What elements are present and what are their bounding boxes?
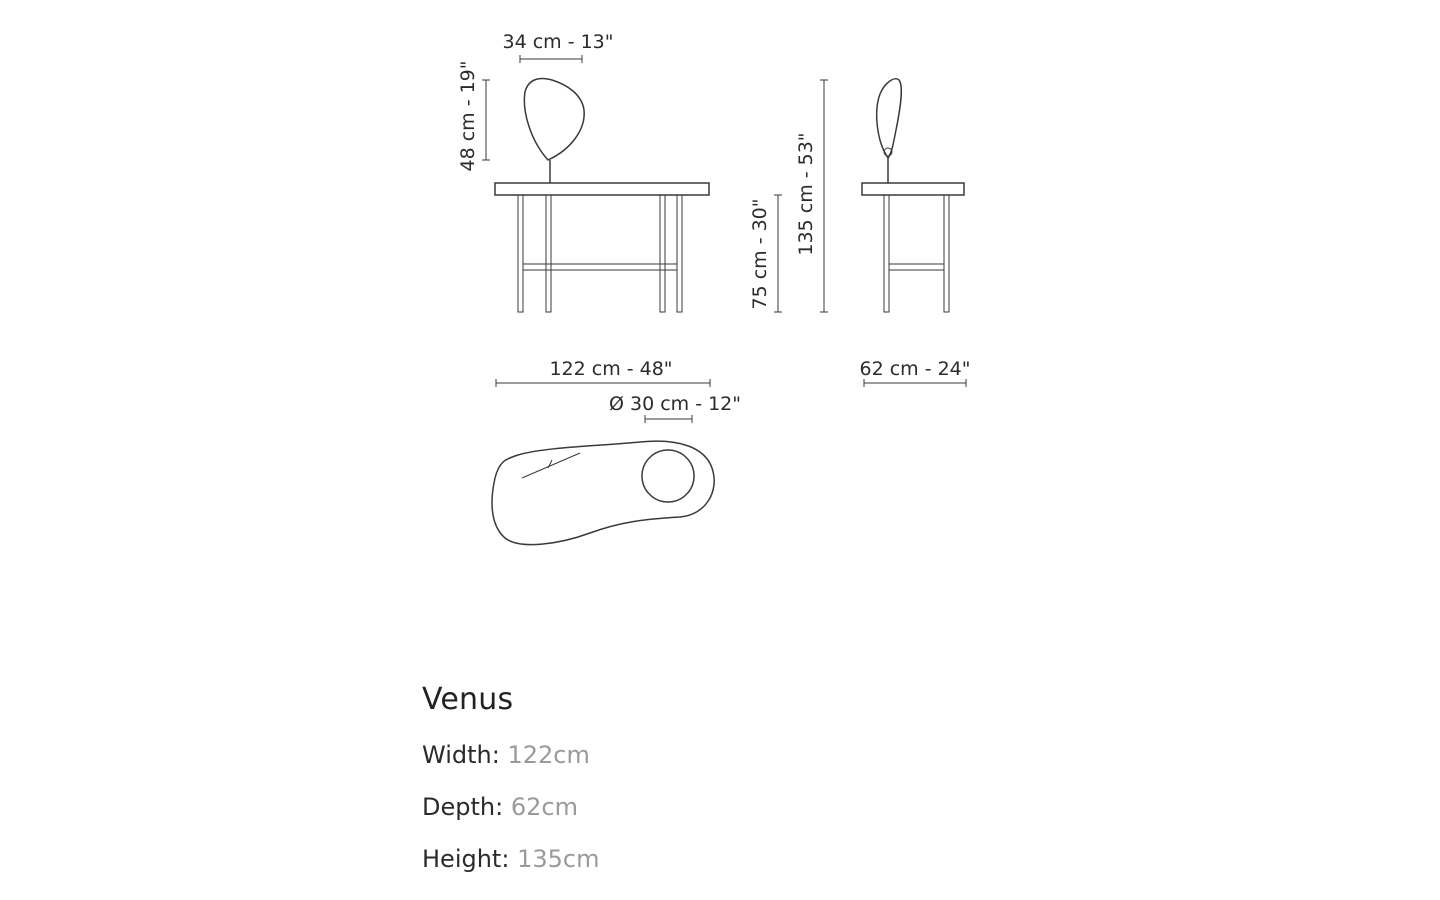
side-table-top [862, 183, 964, 195]
side-view [862, 79, 964, 312]
product-name: Venus [422, 682, 514, 717]
front-view [495, 79, 709, 313]
side-leg-2 [944, 195, 949, 312]
front-leg-2 [546, 195, 551, 312]
dim-total-height-label: 135 cm - 53" [795, 132, 817, 256]
spec-height [422, 842, 1022, 876]
dim-depth-label: 62 cm - 24" [859, 358, 971, 380]
front-leg-4 [677, 195, 682, 312]
spec-height-value: 135cm [517, 845, 600, 873]
dim-width-label: 122 cm - 48" [549, 358, 673, 380]
top-view-tray-line [522, 453, 580, 478]
dim-mirror-diameter [609, 393, 741, 423]
front-leg-3 [660, 195, 665, 312]
top-view-mirror-circle [642, 450, 694, 502]
side-leg-1 [884, 195, 889, 312]
front-table-top [495, 183, 709, 195]
dim-mirror-width [502, 31, 613, 63]
front-leg-1 [518, 195, 523, 312]
dim-table-height [749, 195, 782, 312]
dim-table-height-label: 75 cm - 30" [749, 198, 771, 310]
product-specs [422, 680, 1022, 894]
front-mirror [524, 79, 584, 161]
dim-mirror-height [457, 60, 490, 171]
dim-depth [859, 358, 970, 387]
spec-width-label: Width: [422, 741, 500, 769]
side-mirror [877, 79, 902, 158]
spec-depth-value: 62cm [510, 793, 578, 821]
spec-height-label: Height: [422, 845, 510, 873]
top-view-outline [492, 441, 714, 544]
side-stretcher [889, 264, 944, 270]
dim-total-height [795, 80, 828, 312]
spec-width-value: 122cm [507, 741, 590, 769]
spec-depth-label: Depth: [422, 793, 504, 821]
spec-depth [422, 790, 1022, 824]
spec-width [422, 738, 1022, 772]
top-view [492, 441, 714, 544]
dim-mirror-diameter-label: Ø 30 cm - 12" [608, 393, 742, 415]
top-view-tray-tick [548, 460, 552, 468]
dim-mirror-width-label: 34 cm - 13" [502, 31, 614, 53]
dim-width [496, 358, 710, 387]
dim-mirror-height-label: 48 cm - 19" [457, 60, 479, 172]
